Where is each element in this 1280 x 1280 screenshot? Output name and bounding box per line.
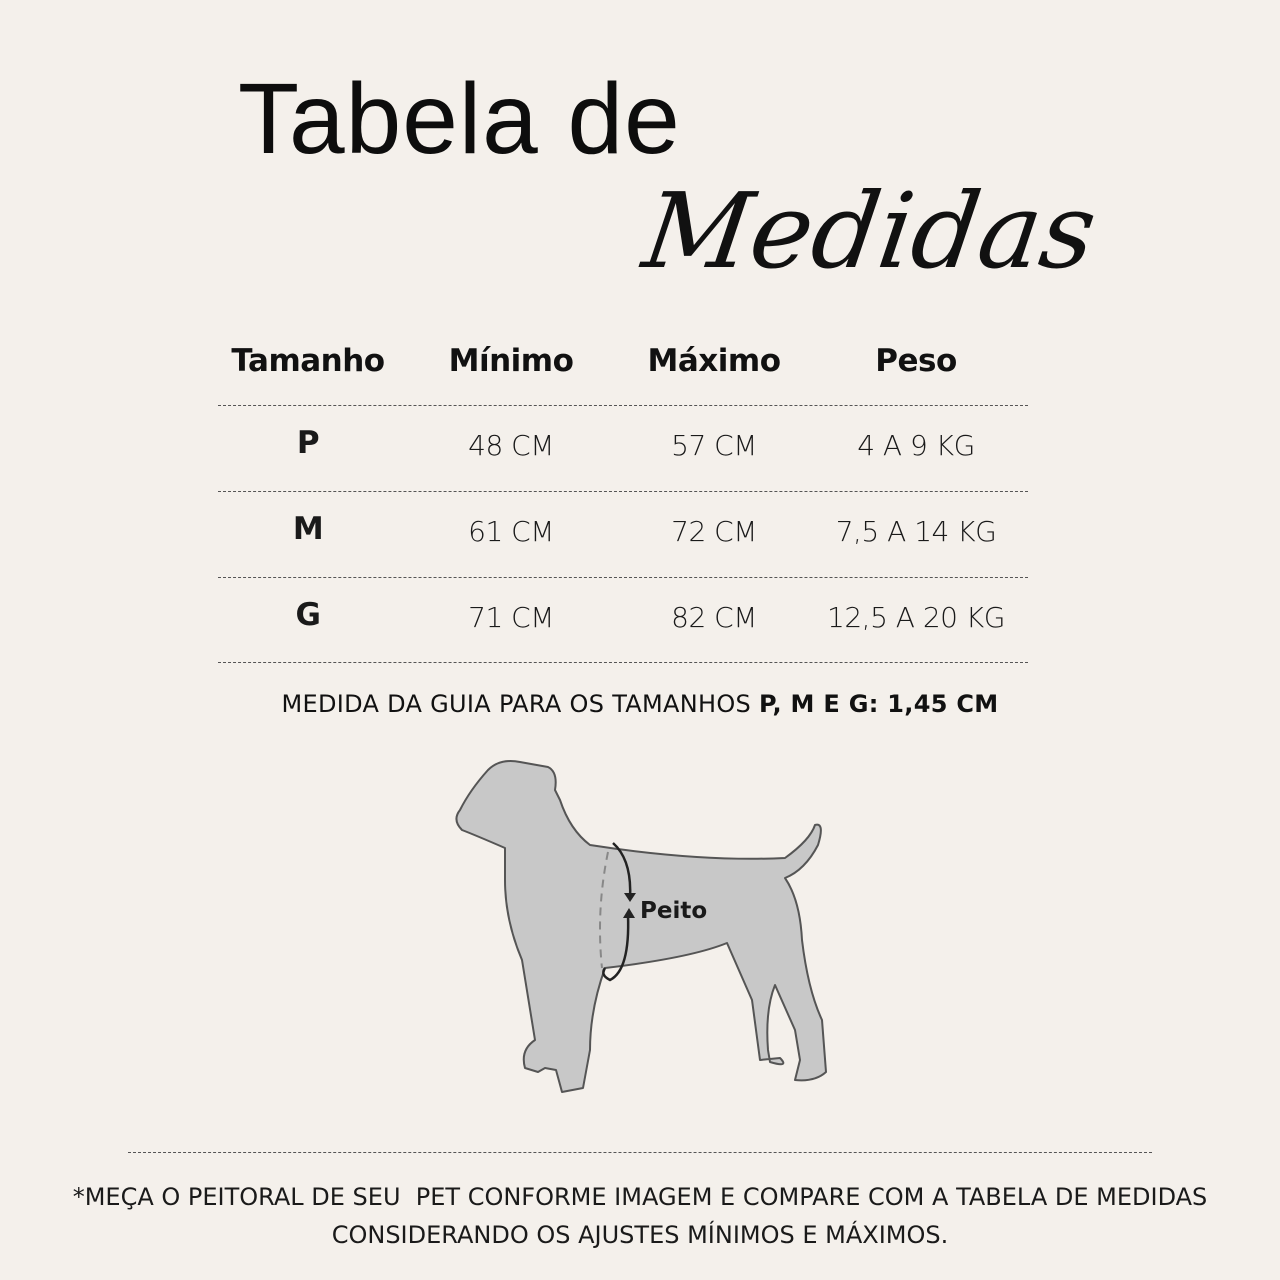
max-cell: 72 CM [671,515,757,548]
title-line-2: Medidas [636,170,1104,292]
header-max: Máximo [647,343,781,379]
leash-note-prefix: MEDIDA DA GUIA PARA OS TAMANHOS [281,690,759,718]
max-cell: 82 CM [671,601,757,634]
footer-divider [128,1152,1152,1153]
leash-note-value: P, M E G: 1,45 CM [759,690,999,718]
header-min: Mínimo [448,343,574,379]
header-size: Tamanho [231,343,385,379]
max-cell: 57 CM [671,429,757,462]
chest-label: Peito [640,898,708,924]
size-cell: G [295,597,321,633]
footer-note [0,1178,1280,1254]
title-line-1: Tabela de [238,63,681,175]
min-cell: 48 CM [468,429,554,462]
weight-cell: 7,5 A 14 KG [835,515,997,548]
footer-line-1: *MEÇA O PEITORAL DE SEU PET CONFORME IMAGEM E COMPARE COM A TABELA DE MEDIDAS [72,1183,1208,1211]
weight-cell: 4 A 9 KG [857,429,975,462]
min-cell: 71 CM [468,601,554,634]
header-weight: Peso [875,343,957,379]
dog-silhouette [456,761,826,1092]
size-cell: P [296,425,320,461]
footer-line-2: CONSIDERANDO OS AJUSTES MÍNIMOS E MÁXIMOS. [331,1221,949,1249]
min-cell: 61 CM [468,515,554,548]
weight-cell: 12,5 A 20 KG [827,601,1005,634]
size-cell: M [292,511,324,547]
